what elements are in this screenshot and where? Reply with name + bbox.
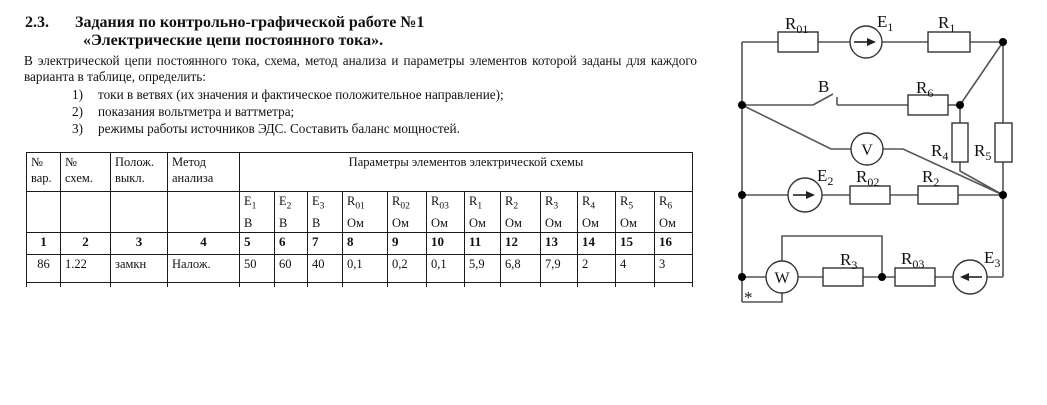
cutoff-row-cell bbox=[27, 282, 61, 287]
empty-cell bbox=[61, 192, 111, 233]
voltmeter bbox=[851, 133, 883, 165]
column-index-cell: 16 bbox=[655, 232, 693, 254]
column-index-cell: 9 bbox=[388, 232, 427, 254]
column-index-cell: 3 bbox=[111, 232, 168, 254]
data-cell: 60 bbox=[275, 254, 308, 282]
cutoff-row-cell bbox=[427, 282, 465, 287]
column-index-cell: 2 bbox=[61, 232, 111, 254]
param-header-row bbox=[27, 192, 693, 233]
task-number: 1) bbox=[72, 87, 83, 102]
wattmeter-star-mark: * bbox=[744, 288, 753, 307]
param-col-header: $R_2$ Ом bbox=[501, 192, 541, 233]
cutoff-row-cell bbox=[61, 282, 111, 287]
cutoff-row-cell bbox=[168, 282, 240, 287]
cutoff-row-cell bbox=[275, 282, 308, 287]
task-number: 2) bbox=[72, 104, 83, 119]
data-cell: 0,1 bbox=[427, 254, 465, 282]
data-cell: 3 bbox=[655, 254, 693, 282]
data-cell: 5,9 bbox=[465, 254, 501, 282]
label-switch-B: В bbox=[818, 77, 830, 96]
column-index-cell: 15 bbox=[616, 232, 655, 254]
param-col-header: $R_4$ Ом bbox=[578, 192, 616, 233]
resistor-R5 bbox=[995, 123, 1012, 162]
data-cell: 40 bbox=[308, 254, 343, 282]
task-text: показания вольтметра и ваттметра; bbox=[98, 104, 295, 119]
param-col-header: $R_{02}$ Ом bbox=[388, 192, 427, 233]
label-R01: $R_{01}$ bbox=[785, 14, 809, 36]
col-header-scheme: № схем. bbox=[61, 153, 111, 192]
empty-cell bbox=[27, 192, 61, 233]
col-header-method: Метод анализа bbox=[168, 153, 240, 192]
label-R1: $R_1$ bbox=[938, 13, 956, 35]
param-col-header: $R_{03}$ Ом bbox=[427, 192, 465, 233]
column-index-cell: 7 bbox=[308, 232, 343, 254]
column-index-cell: 11 bbox=[465, 232, 501, 254]
resistor-R4 bbox=[952, 123, 968, 162]
emf-source-E3 bbox=[953, 260, 987, 294]
section-subtitle: «Электрические цепи постоянного тока». bbox=[83, 32, 384, 49]
param-col-header: $E_3$ В bbox=[308, 192, 343, 233]
section-heading bbox=[25, 14, 424, 32]
data-cell: 0,2 bbox=[388, 254, 427, 282]
cutoff-row-cell bbox=[616, 282, 655, 287]
data-cell: 4 bbox=[616, 254, 655, 282]
parameters-table bbox=[26, 152, 693, 287]
param-col-header: $E_2$ В bbox=[275, 192, 308, 233]
column-index-cell: 6 bbox=[275, 232, 308, 254]
param-col-header: $E_1$ В bbox=[240, 192, 275, 233]
column-index-cell: 8 bbox=[343, 232, 388, 254]
param-col-header: $R_6$ Ом bbox=[655, 192, 693, 233]
circuit-diagram bbox=[720, 0, 1047, 330]
label-R02: $R_{02}$ bbox=[856, 167, 880, 189]
label-E3: $E_3$ bbox=[984, 248, 1001, 270]
cutoff-row-cell bbox=[240, 282, 275, 287]
task-item bbox=[72, 122, 504, 136]
table-header-row bbox=[27, 153, 693, 192]
task-item bbox=[72, 105, 504, 119]
data-cell: Налож. bbox=[168, 254, 240, 282]
column-index-row bbox=[27, 232, 693, 254]
data-cell: 50 bbox=[240, 254, 275, 282]
parameters-table-wrapper bbox=[26, 152, 693, 287]
param-col-header: $R_{01}$ Ом bbox=[343, 192, 388, 233]
cutoff-row-cell bbox=[111, 282, 168, 287]
param-col-header: $R_1$ Ом bbox=[465, 192, 501, 233]
data-cell: 1.22 bbox=[61, 254, 111, 282]
section-title: Задания по контрольно-графической работе №1 bbox=[75, 14, 425, 31]
empty-cell bbox=[111, 192, 168, 233]
intro-paragraph: В электрической цепи постоянного тока, схема, метод анализа и параметры элементов которой заданы для каждого варианта в таблице, определить: bbox=[24, 53, 697, 84]
task-text: токи в ветвях (их значения и фактическое положительное направление); bbox=[98, 87, 504, 102]
empty-cell bbox=[168, 192, 240, 233]
cutoff-row-cell bbox=[343, 282, 388, 287]
column-index-cell: 14 bbox=[578, 232, 616, 254]
col-header-variant: № вар. bbox=[27, 153, 61, 192]
column-index-cell: 5 bbox=[240, 232, 275, 254]
data-cell: 2 bbox=[578, 254, 616, 282]
label-R4: $R_4$ bbox=[931, 141, 949, 163]
section-number: 2.3. bbox=[25, 14, 49, 31]
data-cell: 86 bbox=[27, 254, 61, 282]
data-cell: замкн bbox=[111, 254, 168, 282]
param-col-header: $R_3$ Ом bbox=[541, 192, 578, 233]
task-item bbox=[72, 88, 504, 102]
cutoff-row-cell bbox=[501, 282, 541, 287]
label-E1: $E_1$ bbox=[877, 12, 894, 34]
column-index-cell: 1 bbox=[27, 232, 61, 254]
wattmeter bbox=[766, 261, 798, 293]
cutoff-row-cell bbox=[578, 282, 616, 287]
data-cell: 7,9 bbox=[541, 254, 578, 282]
label-E2: $E_2$ bbox=[817, 166, 834, 188]
params-group-header: Параметры элементов электрической схемы bbox=[240, 153, 693, 192]
cutoff-row-cell bbox=[541, 282, 578, 287]
data-cell: 6,8 bbox=[501, 254, 541, 282]
cutoff-row-cell bbox=[465, 282, 501, 287]
wattmeter-label: W bbox=[774, 270, 790, 287]
col-header-switch-pos: Полож. выкл. bbox=[111, 153, 168, 192]
column-index-cell: 13 bbox=[541, 232, 578, 254]
task-list bbox=[72, 88, 504, 139]
cutoff-row-cell bbox=[388, 282, 427, 287]
column-index-cell: 10 bbox=[427, 232, 465, 254]
task-text: режимы работы источников ЭДС. Составить баланс мощностей. bbox=[98, 121, 460, 136]
label-R3: $R_3$ bbox=[840, 250, 858, 272]
cutoff-row-cell bbox=[655, 282, 693, 287]
label-R5: $R_5$ bbox=[974, 141, 992, 163]
label-R2: $R_2$ bbox=[922, 167, 940, 189]
voltmeter-label: V bbox=[861, 142, 873, 159]
column-index-cell: 12 bbox=[501, 232, 541, 254]
resistor-R1 bbox=[928, 32, 970, 52]
column-index-cell: 4 bbox=[168, 232, 240, 254]
label-R03: $R_{03}$ bbox=[901, 249, 925, 271]
data-cell: 0,1 bbox=[343, 254, 388, 282]
variant-data-row bbox=[27, 254, 693, 282]
cutoff-next-row bbox=[27, 282, 693, 287]
label-R6: $R_6$ bbox=[916, 78, 934, 100]
task-number: 3) bbox=[72, 121, 83, 136]
cutoff-row-cell bbox=[308, 282, 343, 287]
param-col-header: $R_5$ Ом bbox=[616, 192, 655, 233]
